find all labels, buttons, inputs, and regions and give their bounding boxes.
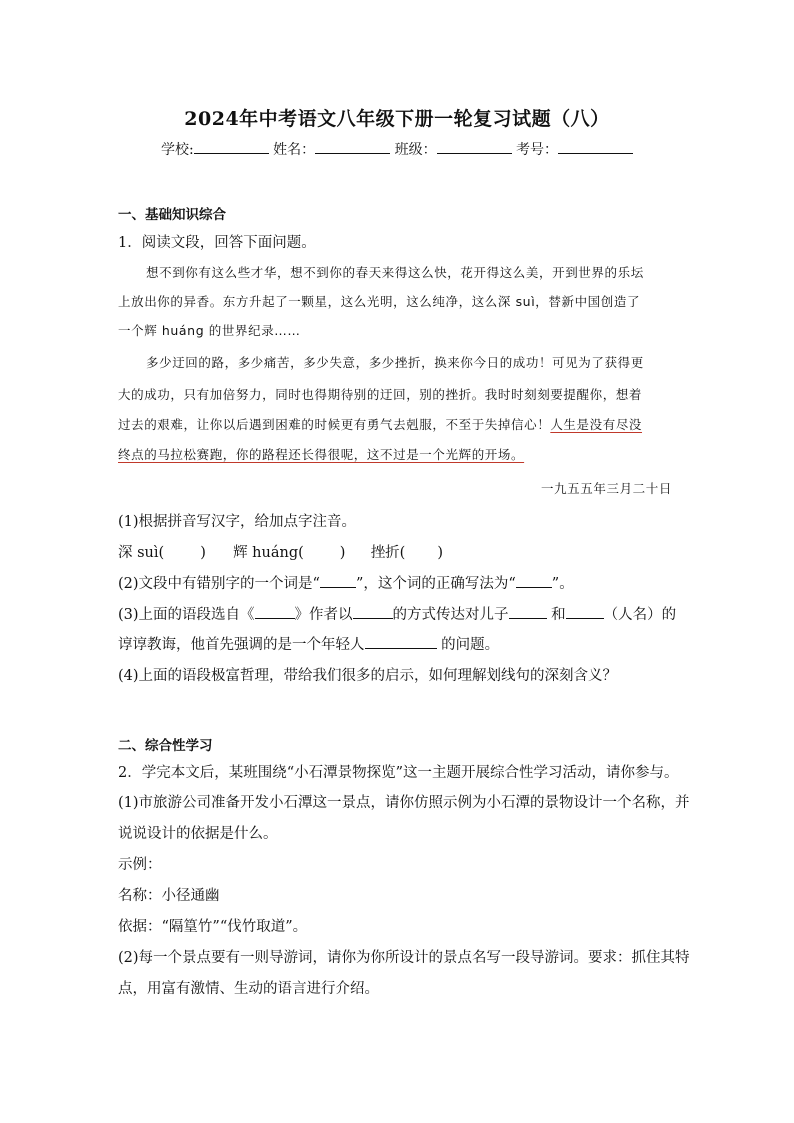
q1-sub1-items (118, 541, 443, 562)
example-name: 名称：小径通幽 (118, 888, 220, 904)
student-info-line (0, 139, 794, 159)
sub3-line2-text-b: 的问题。 (441, 637, 500, 653)
son-blank[interactable] (509, 605, 547, 619)
underlined-sentence-part1: 人生是没有尽没 (550, 417, 643, 432)
class-label: 班级： (394, 142, 437, 158)
q2-sub1-line2: 说说设计的依据是什么。 (118, 826, 278, 842)
page-title: 2024年中考语文八年级下册一轮复习试题（八） (184, 108, 610, 130)
q1-sub3-line2 (118, 633, 499, 654)
passage-line-5: 大的成功，只有加倍努力，同时也得期待别的迂回，别的挫折。我时时刻刻要提醒你，想着 (118, 387, 643, 402)
q1-sub1: (1)根据拼音写汉字，给加点字注音。 (118, 514, 357, 530)
passage-line-3: 一个辉 huáng 的世界纪录…… (118, 323, 301, 338)
q1-sub2 (118, 572, 574, 593)
example-basis: 依据：“隔篁竹”“伐竹取道”。 (118, 919, 308, 935)
paren-close-3: ) (437, 545, 444, 561)
passage-line-6-text: 过去的艰难，让你以后遇到困难的时候更有勇气去剋服，不至于失掉信心！ (118, 417, 551, 432)
source-blank[interactable] (255, 605, 295, 619)
sub2-text-b: ”，这个词的正确写法为“ (355, 576, 516, 592)
q1-sub4: (4)上面的语段极富哲理，带给我们很多的启示，如何理解划线句的深刻含义？ (118, 668, 618, 684)
q2-sub2-line2: 点，用富有激情、生动的语言进行介绍。 (118, 981, 379, 997)
section2-heading: 二、综合性学习 (118, 738, 213, 754)
name-label: 姓名： (273, 142, 316, 158)
item-huáng: 辉 huáng( (233, 545, 304, 561)
school-label: 学校: (160, 142, 194, 158)
q1-sub3-line1 (118, 603, 676, 624)
issue-blank[interactable] (365, 635, 437, 649)
q2-sub2-line1: (2)每一个景点要有一则导游词，请你为你所设计的景点名写一段导游词。要求：抓住其特 (118, 950, 690, 966)
item-cuozhe: 挫折( (370, 545, 406, 561)
sub3-text-d: 和 (551, 607, 566, 623)
person-blank[interactable] (566, 605, 604, 619)
exam-no-blank[interactable] (558, 139, 633, 154)
method-blank[interactable] (353, 605, 393, 619)
paren-close-1: ) (200, 545, 206, 561)
passage-date: 一九五五年三月二十日 (540, 481, 672, 496)
example-label: 示例： (118, 857, 162, 873)
sub2-text-c: ”。 (551, 576, 574, 592)
sub3-text-e: （人名）的 (603, 607, 677, 623)
section1-heading: 一、基础知识综合 (118, 207, 226, 223)
name-blank[interactable] (315, 139, 390, 154)
q2-sub1-line1: (1)市旅游公司准备开发小石潭这一景点，请你仿照示例为小石潭的景物设计一个名称，并 (118, 795, 690, 811)
class-blank[interactable] (437, 139, 512, 154)
correct-word-blank[interactable] (516, 574, 552, 588)
passage-line-1: 想不到你有这么些才华，想不到你的春天来得这么快，花开得这么美，开到世界的乐坛 (146, 265, 644, 280)
school-blank[interactable] (194, 139, 269, 154)
passage-line-2: 上放出你的异香。东方升起了一颗星，这么光明，这么纯净，这么深 suì，替新中国创造了 (118, 294, 641, 309)
passage-line-4: 多少迂回的路，多少痛苦，多少失意，多少挫折，换来你今日的成功！可见为了获得更 (146, 355, 644, 370)
item-suì: 深 suì( (118, 545, 165, 561)
q2-stem: 2．学完本文后，某班围绕“小石潭景物探览”这一主题开展综合性学习活动，请你参与。 (118, 765, 679, 781)
wrong-word-blank[interactable] (320, 574, 356, 588)
exam-no-label: 考号： (516, 142, 559, 158)
sub3-text-b: 》作者以 (294, 607, 353, 623)
sub3-text-c: 的方式传达对儿子 (392, 607, 509, 623)
sub3-text-a: (3)上面的语段选自《 (118, 607, 255, 623)
sub3-line2-text-a: 谆谆教诲，他首先强调的是一个年轻人 (118, 637, 365, 653)
underlined-sentence-part2: 终点的马拉松赛跑，你的路程还长得很呢，这不过是一个光辉的开场。 (118, 447, 525, 462)
passage-line-7 (118, 445, 524, 463)
sub2-text-a: (2)文段中有错别字的一个词是“ (118, 576, 320, 592)
paren-close-2: ) (339, 545, 346, 561)
q1-stem: 1．阅读文段，回答下面问题。 (118, 235, 316, 251)
passage-line-6 (118, 415, 642, 433)
